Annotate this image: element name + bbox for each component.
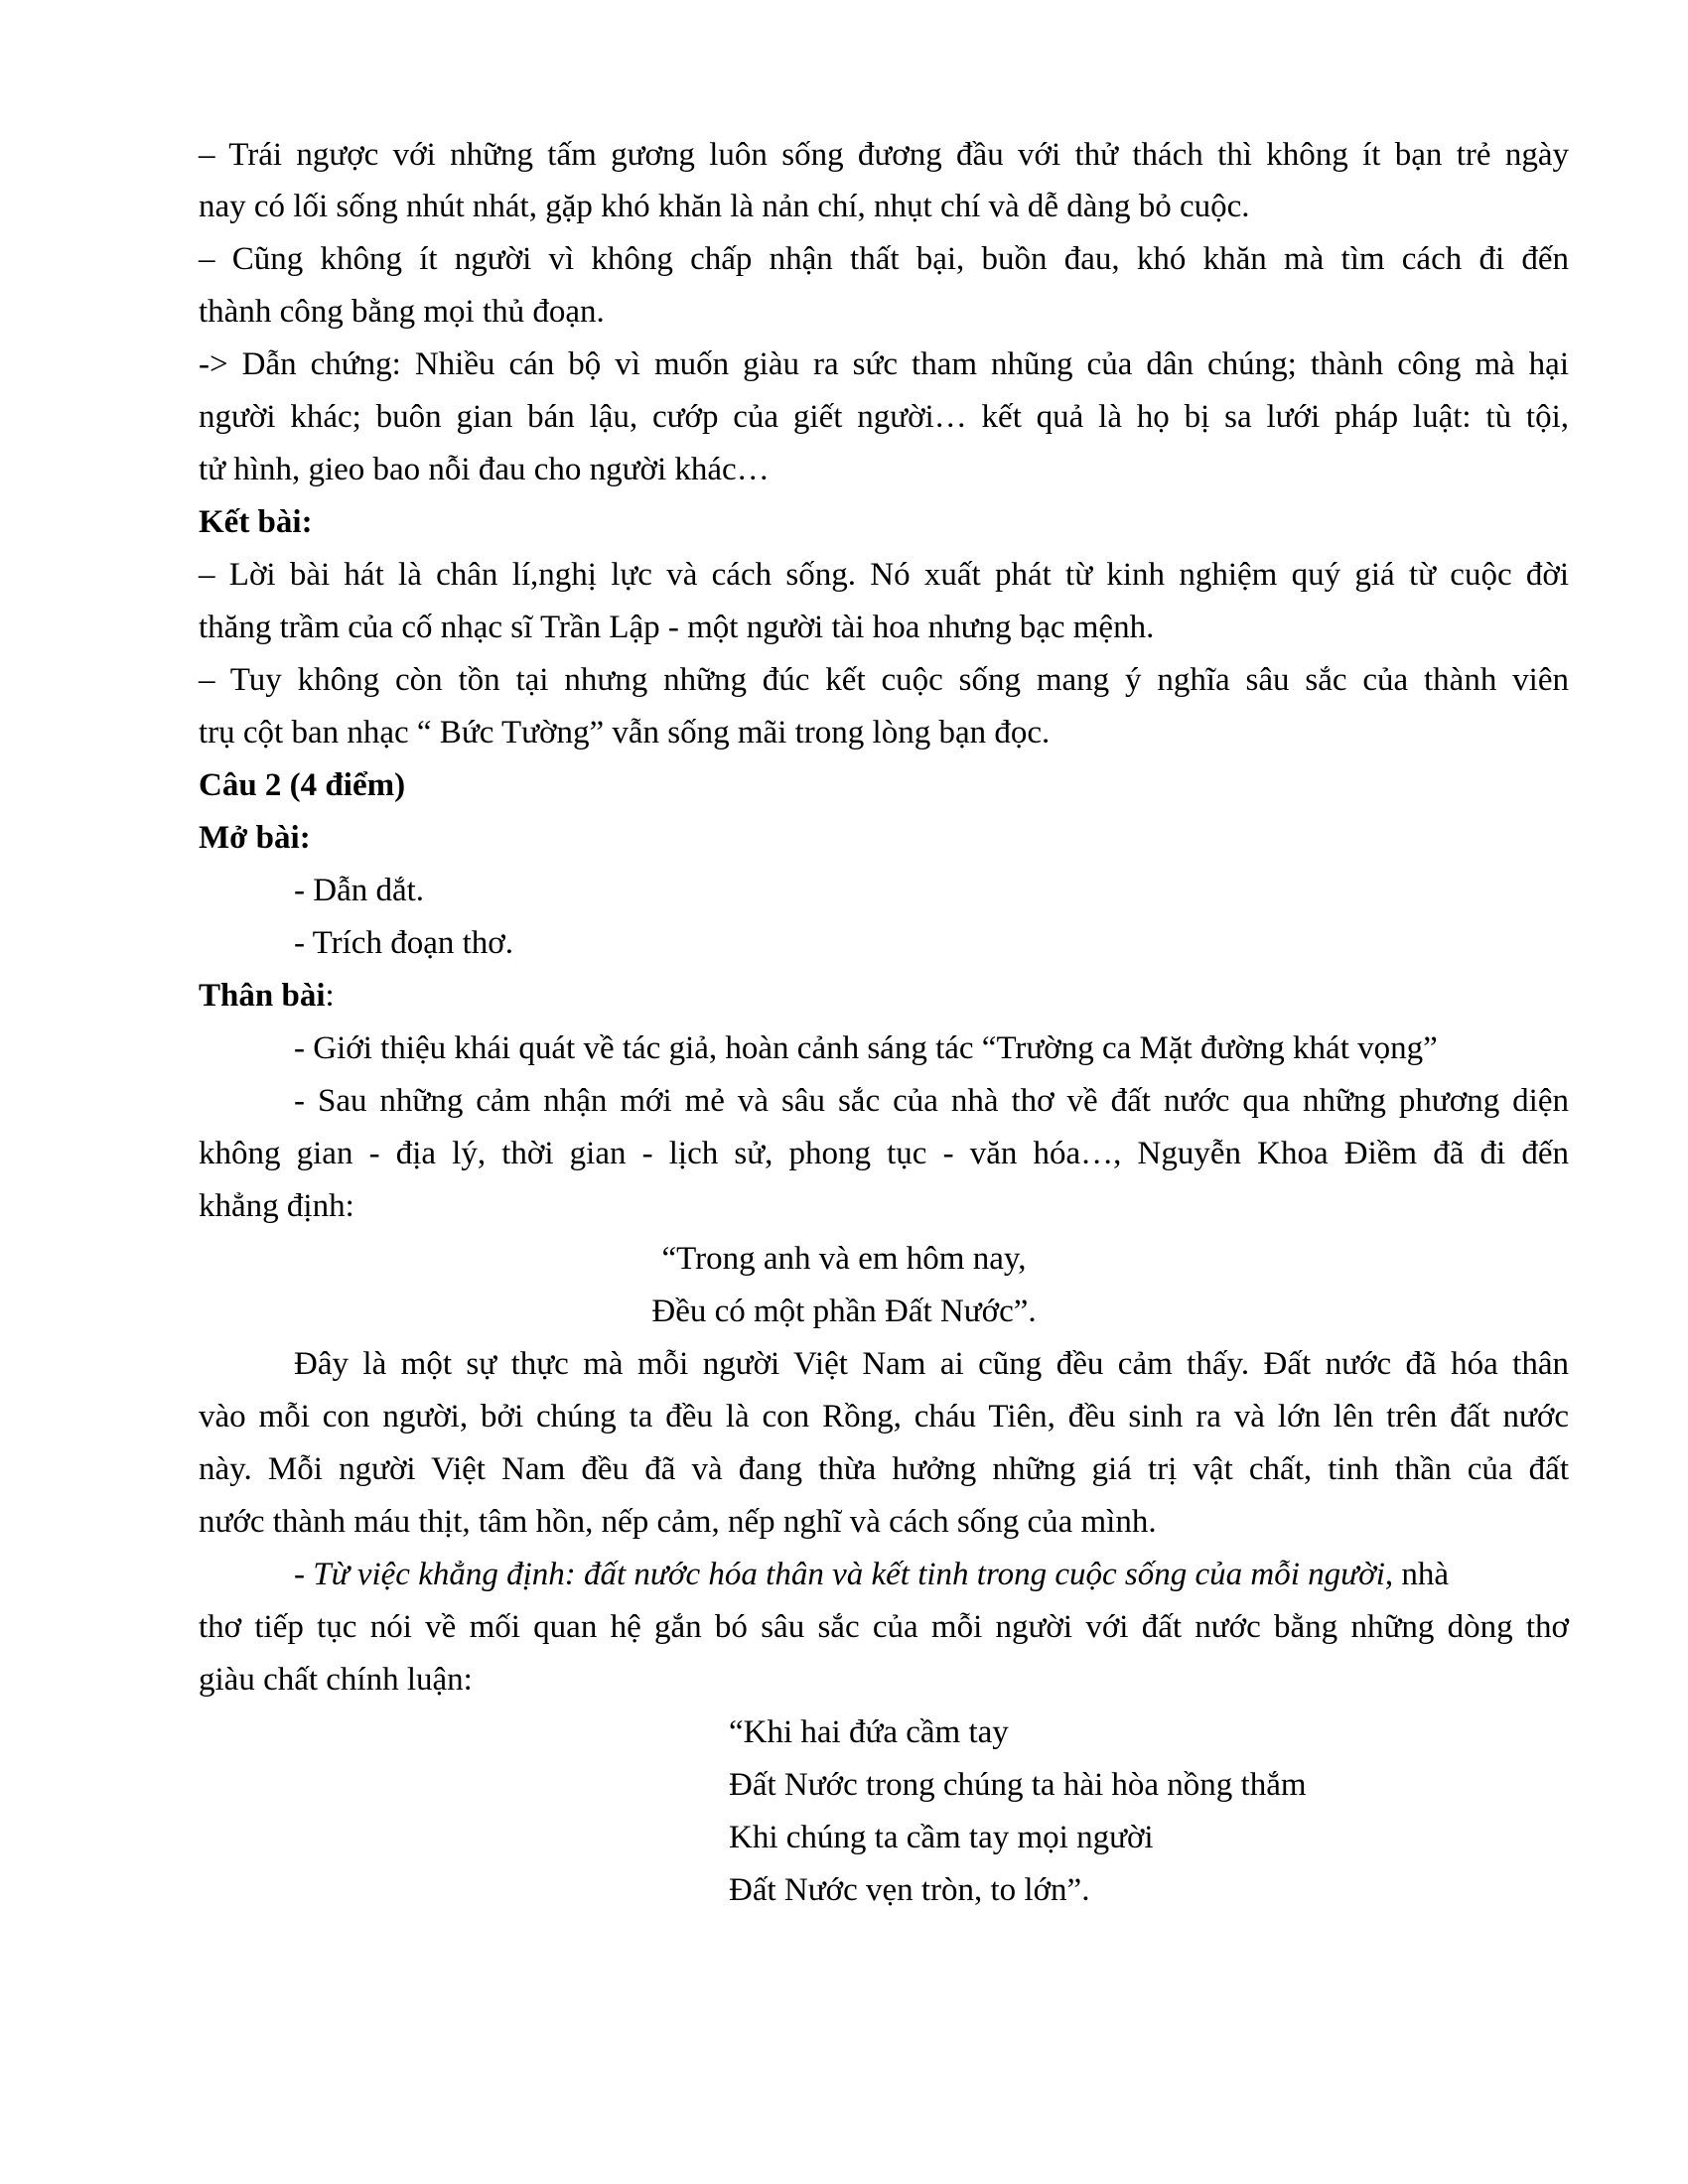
body-line: - Sau những cảm nhận mới mẻ và sâu sắc của nhà thơ về đất nước qua những phương diện <box>294 1083 1569 1119</box>
mo-bai-heading: Mở bài: <box>199 820 311 856</box>
body-line <box>294 1555 1569 1594</box>
list-item: - Dẫn dắt. <box>294 873 425 908</box>
quote-line: Đều có một phần Đất Nước”. <box>651 1294 1037 1329</box>
body-line: tử hình, gieo bao nỗi đau cho người khác… <box>199 452 770 487</box>
body-line: – Lời bài hát là chân lí,nghị lực và cách sống. Nó xuất phát từ kinh nghiệm quý giá từ cuộc đời <box>199 557 1569 593</box>
poem-line: Đất Nước trong chúng ta hài hòa nồng thắm <box>729 1767 1307 1803</box>
body-line: nay có lối sống nhút nhát, gặp khó khăn là nản chí, nhụt chí và dễ dàng bỏ cuộc. <box>199 189 1250 224</box>
body-line: – Trái ngược với những tấm gương luôn sống đương đầu với thử thách thì không ít bạn trẻ ngày <box>199 137 1569 173</box>
body-line: thăng trầm của cố nhạc sĩ Trần Lập - một người tài hoa nhưng bạc mệnh. <box>199 610 1155 645</box>
body-line: – Cũng không ít người vì không chấp nhận thất bại, buồn đau, khó khăn mà tìm cách đi đến <box>199 241 1569 277</box>
italic-emphasis: - Từ việc khẳng định: đất nước hóa thân và kết tinh trong cuộc sống của mỗi người <box>294 1557 1385 1592</box>
list-item: - Trích đoạn thơ. <box>294 925 513 961</box>
poem-line: Đất Nước vẹn tròn, to lớn”. <box>729 1872 1090 1908</box>
body-line: trụ cột ban nhạc “ Bức Tường” vẫn sống mãi trong lòng bạn đọc. <box>199 715 1051 751</box>
body-line: người khác; buôn gian bán lậu, cướp của giết người… kết quả là họ bị sa lưới pháp luật: tù tội, <box>199 399 1569 435</box>
body-line: nước thành máu thịt, tâm hồn, nếp cảm, nếp nghĩ và cách sống của mình. <box>199 1504 1157 1540</box>
body-line: - Giới thiệu khái quát về tác giả, hoàn cảnh sáng tác “Trường ca Mặt đường khát vọng” <box>294 1030 1438 1066</box>
body-line: thơ tiếp tục nói về mối quan hệ gắn bó sâu sắc của mỗi người với đất nước bằng những dòng thơ <box>199 1609 1569 1645</box>
poem-line: Khi chúng ta cầm tay mọi người <box>729 1820 1154 1855</box>
quote-line: “Trong anh và em hôm nay, <box>661 1241 1027 1277</box>
poem-line: “Khi hai đứa cầm tay <box>729 1714 1009 1750</box>
than-bai-heading-text: Thân bài <box>199 978 326 1014</box>
body-line: Đây là một sự thực mà mỗi người Việt Nam ai cũng đều cảm thấy. Đất nước đã hóa thân <box>294 1346 1569 1382</box>
body-line: vào mỗi con người, bởi chúng ta đều là con Rồng, cháu Tiên, đều sinh ra và lớn lên trên đất nước <box>199 1399 1569 1434</box>
than-bai-heading-colon: : <box>325 978 335 1014</box>
cau2-heading: Câu 2 (4 điểm) <box>199 767 406 803</box>
body-line: giàu chất chính luận: <box>199 1662 473 1698</box>
body-line: này. Mỗi người Việt Nam đều đã và đang thừa hưởng những giá trị vật chất, tinh thần của đất <box>199 1451 1569 1487</box>
body-line: thành công bằng mọi thủ đoạn. <box>199 294 605 330</box>
than-bai-heading <box>199 976 1569 1016</box>
body-text: , nhà <box>1384 1557 1450 1592</box>
body-line: -> Dẫn chứng: Nhiều cán bộ vì muốn giàu ra sức tham nhũng của dân chúng; thành công mà hại <box>199 346 1569 382</box>
body-line: khẳng định: <box>199 1188 354 1224</box>
ket-bai-heading: Kết bài: <box>199 504 313 540</box>
body-line: không gian - địa lý, thời gian - lịch sử, phong tục - văn hóa…, Nguyễn Khoa Điềm đã đi đến <box>199 1136 1569 1171</box>
body-line: – Tuy không còn tồn tại nhưng những đúc kết cuộc sống mang ý nghĩa sâu sắc của thành viên <box>199 662 1569 698</box>
